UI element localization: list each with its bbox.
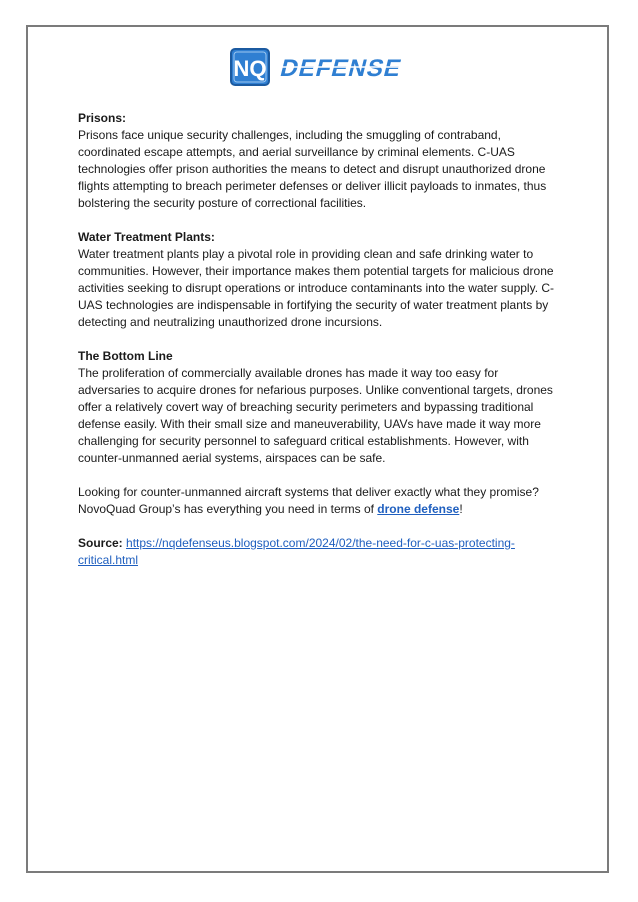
drone-defense-link[interactable]: drone defense — [377, 502, 460, 516]
logo-badge-text: NQ — [233, 56, 267, 81]
section-paragraph: Water treatment plants play a pivotal role in providing clean and safe drinking water to communities. However, their importance makes them potential targets for malicious drone activities seeking to disrupt operations or introduce contaminants into the water supply. C-UAS technologies are indispensable in fortifying the security of water treatment plants by detecting and neutralizing unauthorized drone incursions. — [78, 247, 555, 329]
source-paragraph — [78, 535, 562, 569]
cta-text-before: Looking for counter-unmanned aircraft systems that deliver exactly what they promise? NovoQuad Group’s has everything you need in terms of — [78, 485, 539, 516]
section-water-treatment — [78, 229, 562, 331]
nq-defense-logo — [230, 48, 412, 86]
section-heading: Prisons: — [78, 111, 127, 125]
source-url-link[interactable]: https://nqdefenseus.blogspot.com/2024/02/the-need-for-c-uas-protecting-critical.html — [78, 536, 515, 567]
cta-paragraph — [78, 484, 562, 518]
section-paragraph: The proliferation of commercially available drones has made it way too easy for adversaries to acquire drones for nefarious purposes. Unlike conventional targets, drones offer a relatively covert way of breaching security perimeters and bypassing traditional defense easily. With their small size and maneuverability, UAVs have made it way more challenging for security personnel to safeguard critical establishments. However, with counter-unmanned aerial systems, airspaces can be safe. — [78, 366, 553, 465]
section-bottom-line — [78, 348, 562, 467]
cta-text-after: ! — [459, 502, 463, 516]
section-prisons — [78, 110, 562, 212]
source-citation — [78, 535, 562, 569]
section-paragraph: Prisons face unique security challenges, including the smuggling of contraband, coordinated escape attempts, and aerial surveillance by criminal elements. C-UAS technologies offer prison authorities the means to detect and disrupt unauthorized drone flights attempting to breach perimeter defenses or deliver illicit payloads to inmates, thus bolstering the security posture of correctional facilities. — [78, 128, 547, 210]
call-to-action — [78, 484, 562, 518]
section-heading: Water Treatment Plants: — [78, 230, 215, 244]
source-label: Source: — [78, 536, 123, 550]
logo-word-text: DEFENSE — [277, 55, 405, 82]
section-heading: The Bottom Line — [78, 349, 173, 363]
document-body — [78, 110, 562, 586]
